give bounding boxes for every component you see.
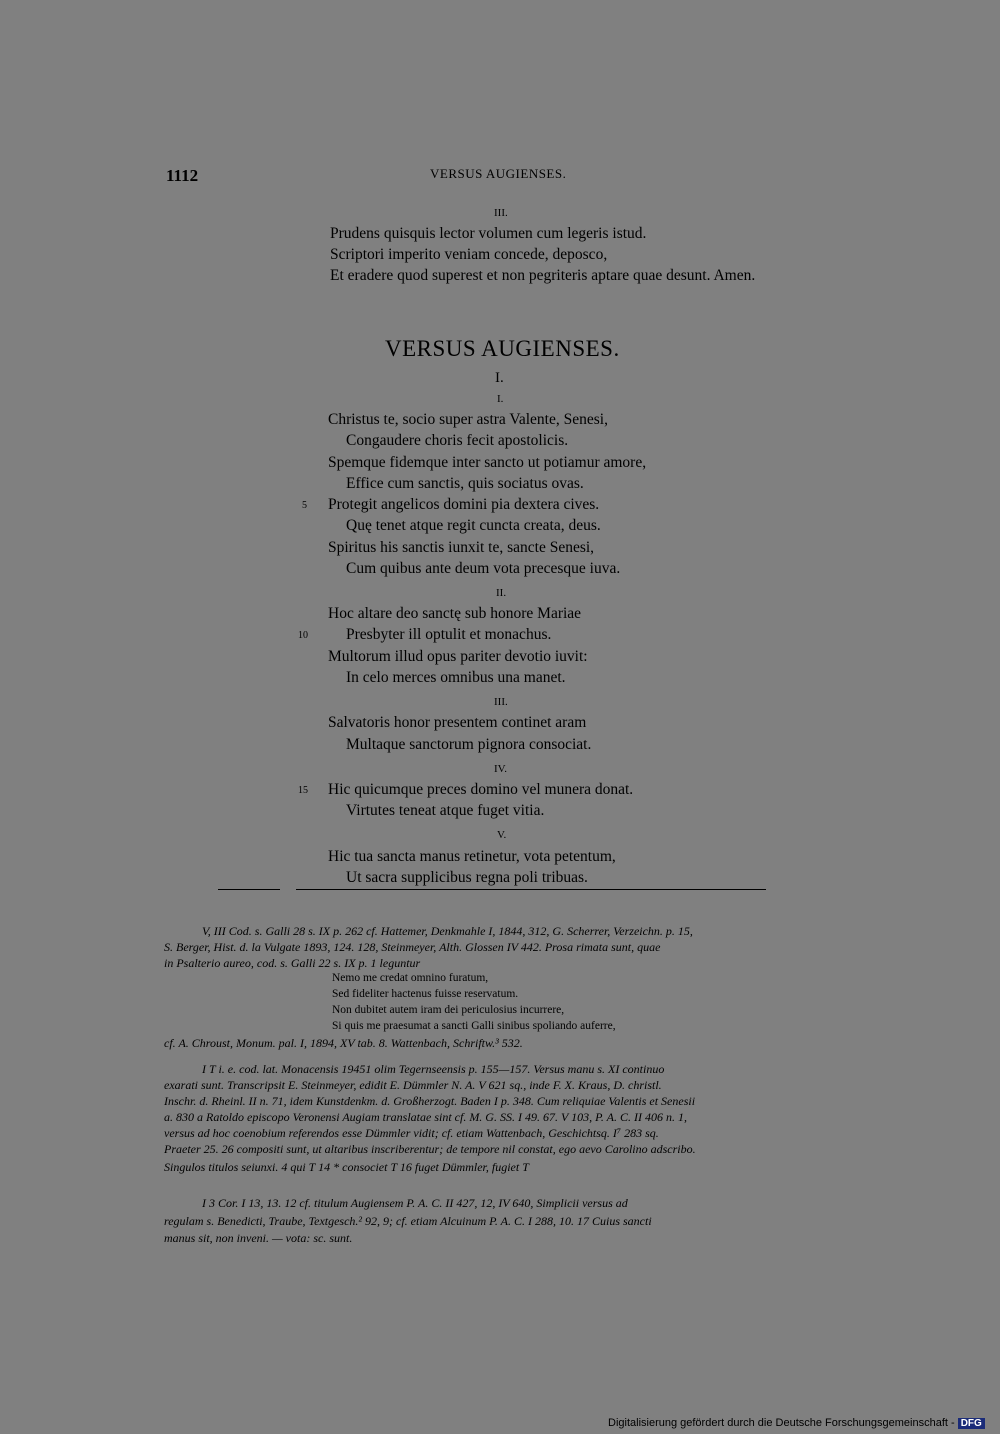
verse-line: Salvatoris honor presentem continet aram <box>328 714 587 731</box>
separator-rule <box>296 889 766 890</box>
footnote-line: a. 830 a Ratoldo episcopo Veronensi Augiam translatae sint cf. M. G. SS. I 49. 67. V 103, P. A. C. II 406 n. 1, <box>164 1110 687 1124</box>
footnote-line: Praeter 25. 26 compositi sunt, ut altaribus inscriberentur; de tempore nil constat, ego aevo Carolino adscribo. <box>164 1142 696 1156</box>
footnote-line: manus sit, non inveni. — vota: sc. sunt. <box>164 1231 353 1245</box>
footnote-line: cf. A. Chroust, Monum. pal. I, 1894, XV tab. 8. Wattenbach, Schriftw.³ 532. <box>164 1036 523 1050</box>
running-title: VERSUS AUGIENSES. <box>430 166 567 181</box>
section-numeral: III. <box>494 207 508 219</box>
footnote-quote: Nemo me credat omnino furatum, <box>332 972 489 984</box>
dfg-footer <box>608 1417 985 1429</box>
verse-line: Multorum illud opus pariter devotio iuvit: <box>328 648 588 665</box>
verse-line: Effice cum sanctis, quis sociatus ovas. <box>346 475 584 492</box>
verse-line: Hic tua sancta manus retinetur, vota petentum, <box>328 848 616 865</box>
dfg-logo: DFG <box>958 1418 985 1429</box>
footnote-line: exarati sunt. Transcripsit E. Steinmeyer, edidit E. Dümmler N. A. V 621 sq., inde F. X. Kraus, D. christl. <box>164 1078 662 1092</box>
footnote-quote: Non dubitet autem iram dei periculosius incurrere, <box>332 1004 565 1016</box>
footnote-line: V, III Cod. s. Galli 28 s. IX p. 262 cf. Hattemer, Denkmahle I, 1844, 312, G. Scherrer, Verzeichn. p. 15, <box>202 924 693 938</box>
footnote-line: I T i. e. cod. lat. Monacensis 19451 olim Tegernseensis p. 155—157. Versus manu s. XI continuo <box>202 1062 665 1076</box>
poem-numeral: III. <box>494 696 508 708</box>
line-number: 10 <box>298 630 308 641</box>
footnote-quote: Sed fideliter hactenus fuisse reservatum. <box>332 988 519 1000</box>
verse-line: Scriptori imperito veniam concede, deposco, <box>330 246 608 263</box>
line-number: 5 <box>302 500 307 511</box>
verse-line: Multaque sanctorum pignora consociat. <box>346 736 592 753</box>
line-number: 15 <box>298 785 308 796</box>
footnote-line: I 3 Cor. I 13, 13. 12 cf. titulum Augiensem P. A. C. II 427, 12, IV 640, Simplicii versus ad <box>202 1196 628 1210</box>
poem-numeral: II. <box>496 587 507 599</box>
poem-numeral: IV. <box>494 763 507 775</box>
verse-line: Prudens quisquis lector volumen cum legeris istud. <box>330 225 647 242</box>
verse-line: Presbyter ill optulit et monachus. <box>346 626 552 643</box>
verse-line: Hic quicumque preces domino vel munera donat. <box>328 781 634 798</box>
verse-line: Ut sacra supplicibus regna poli tribuas. <box>346 869 588 886</box>
footer-text: Digitalisierung gefördert durch die Deutsche Forschungsgemeinschaft - <box>608 1417 955 1429</box>
footnote-line: Inschr. d. Rheinl. II n. 71, idem Kunstdenkm. d. Großherzogt. Baden I p. 348. Cum reliquiae Valentis et Senesii <box>164 1094 696 1108</box>
verse-line: Et eradere quod superest et non pegriteris aptare quae desunt. Amen. <box>330 267 756 284</box>
verse-line: Spiritus his sanctis iunxit te, sancte Senesi, <box>328 539 595 556</box>
verse-line: Protegit angelicos domini pia dextera cives. <box>328 496 600 513</box>
verse-line: Quę tenet atque regit cuncta creata, deus. <box>346 517 601 534</box>
poem-numeral: V. <box>497 829 507 841</box>
verse-line: Hoc altare deo sanctę sub honore Mariae <box>328 605 582 622</box>
footnote-line: Singulos titulos seiunxi. 4 qui T 14 * consociet T 16 fuget Dümmler, fugiet T <box>164 1160 529 1174</box>
verse-line: Cum quibus ante deum vota precesque iuva. <box>346 560 621 577</box>
part-numeral: I. <box>495 370 504 386</box>
footnote-line: in Psalterio aureo, cod. s. Galli 22 s. IX p. 1 leguntur <box>164 956 421 970</box>
section-title: VERSUS AUGIENSES. <box>385 336 620 361</box>
footnote-quote: Si quis me praesumat a sancti Galli sinibus spoliando auferre, <box>332 1020 616 1032</box>
footnote-line: regulam s. Benedicti, Traube, Textgesch.² 92, 9; cf. etiam Alcuinum P. A. C. I 288, 10. 17 Cuius sancti <box>164 1214 652 1228</box>
page-number: 1112 <box>166 166 199 185</box>
verse-line: Spemque fidemque inter sancto ut potiamur amore, <box>328 454 647 471</box>
verse-line: Virtutes teneat atque fuget vitia. <box>346 802 545 819</box>
footnote-line: S. Berger, Hist. d. la Vulgate 1893, 124. 128, Steinmeyer, Alth. Glossen IV 442. Prosa rimata sunt, quae <box>164 940 661 954</box>
verse-line: Christus te, socio super astra Valente, Senesi, <box>328 411 608 428</box>
verse-line: Congaudere choris fecit apostolicis. <box>346 432 569 449</box>
verse-line: In celo merces omnibus una manet. <box>346 669 566 686</box>
separator-rule <box>218 889 280 890</box>
footnote-line: versus ad hoc coenobium referendos esse Dümmler vidit; cf. etiam Wattenbach, Geschichtsq. I⁷ 283 sq. <box>164 1126 659 1140</box>
poem-numeral: I. <box>497 393 504 405</box>
